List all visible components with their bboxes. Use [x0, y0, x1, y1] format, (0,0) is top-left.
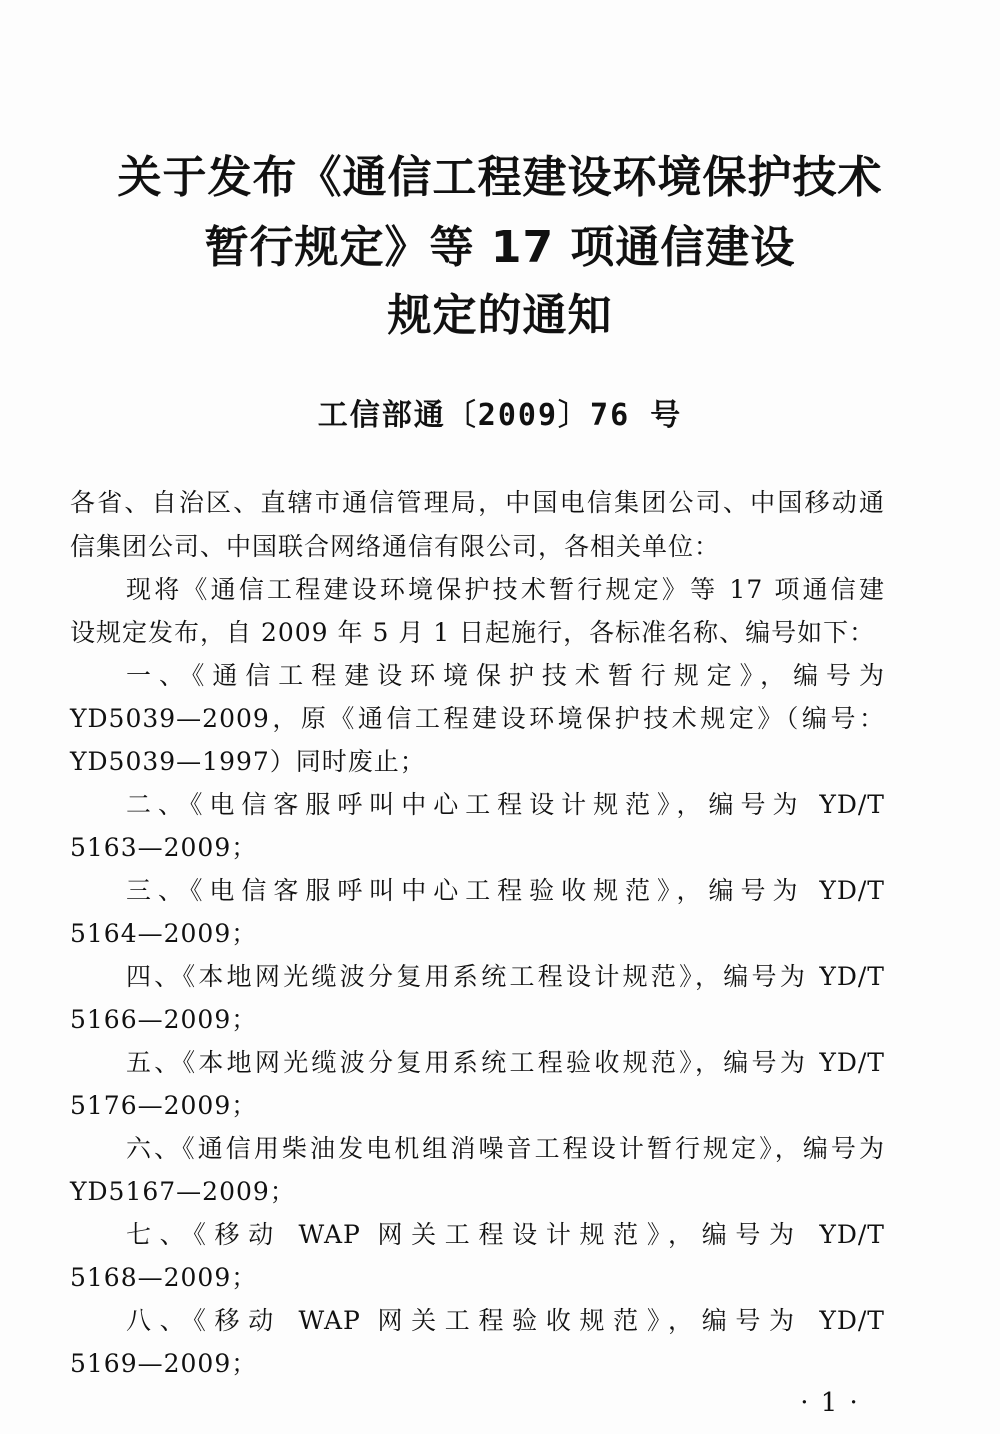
intro-line-2: 设规定发布，自 2009 年 5 月 1 日起施行，各标准名称、编号如下： [70, 618, 876, 647]
page-number: · 1 · [800, 1388, 860, 1418]
list-item-1-line-3: YD5039—1997）同时废止； [70, 747, 426, 776]
list-item-4-line-2: 5166—2009； [70, 1005, 258, 1034]
list-item-1-line-2: YD5039—2009，原《通信工程建设环境保护技术规定》（编号： [70, 704, 885, 733]
list-item-6-line-1: 六、《通信用柴油发电机组消噪音工程设计暂行规定》，编号为 [126, 1134, 885, 1163]
list-item-8-line-1: 八、《移动 WAP 网关工程验收规范》，编号为 YD/T [126, 1306, 885, 1335]
document-number: 工信部通〔2009〕76 号 [317, 398, 683, 433]
list-item-1-line-1: 一、《通信工程建设环境保护技术暂行规定》，编号为 [126, 661, 885, 690]
title-line-2: 暂行规定》等 17 项通信建设 [204, 222, 796, 273]
list-item-4-line-1: 四、《本地网光缆波分复用系统工程设计规范》，编号为 YD/T [126, 962, 885, 991]
list-item-7-line-1: 七、《移动 WAP 网关工程设计规范》，编号为 YD/T [126, 1220, 885, 1249]
intro-line-1: 现将《通信工程建设环境保护技术暂行规定》等 17 项通信建 [126, 575, 885, 604]
list-item-5-line-1: 五、《本地网光缆波分复用系统工程验收规范》，编号为 YD/T [126, 1048, 885, 1077]
list-item-3-line-2: 5164—2009； [70, 919, 258, 948]
title-line-3: 规定的通知 [387, 290, 613, 341]
title-line-1: 关于发布《通信工程建设环境保护技术 [117, 152, 883, 203]
list-item-5-line-2: 5176—2009； [70, 1091, 258, 1120]
list-item-6-line-2: YD5167—2009； [70, 1177, 296, 1206]
list-item-2-line-1: 二、《电信客服呼叫中心工程设计规范》，编号为 YD/T [126, 790, 885, 819]
list-item-8-line-2: 5169—2009； [70, 1349, 258, 1378]
addressee-line-2: 信集团公司、中国联合网络通信有限公司，各相关单位： [70, 532, 721, 561]
list-item-3-line-1: 三、《电信客服呼叫中心工程验收规范》，编号为 YD/T [126, 876, 885, 905]
list-item-7-line-2: 5168—2009； [70, 1263, 258, 1292]
list-item-2-line-2: 5163—2009； [70, 833, 258, 862]
addressee-line-1: 各省、自治区、直辖市通信管理局，中国电信集团公司、中国移动通 [70, 488, 885, 517]
